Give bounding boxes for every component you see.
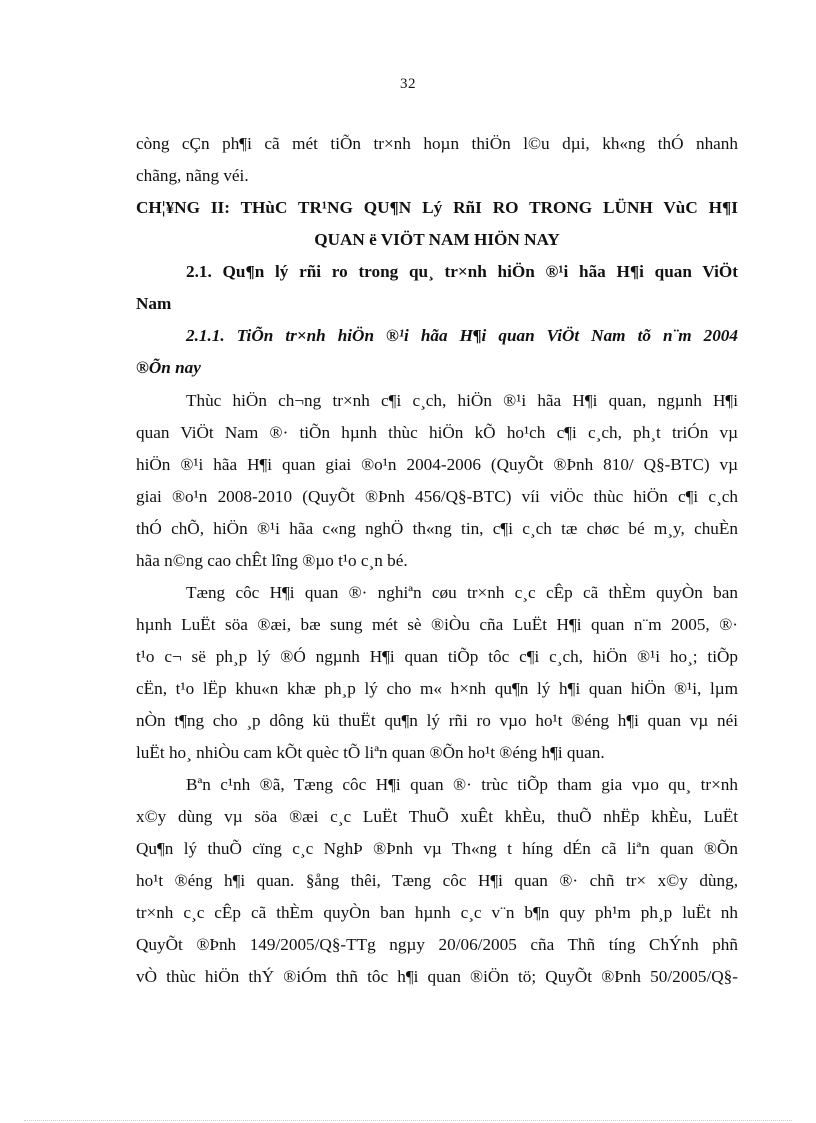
body-line: hãa n©ng cao chÊt lîng ®µo t¹o c¸n bé. [136, 551, 408, 570]
body-line: hµnh LuËt söa ®æi, bæ sung mét sè ®iÒu cña LuËt H¶i quan n¨m 2005, ®· [136, 615, 738, 634]
body-line: giai ®o¹n 2008-2010 (QuyÕt ®Þnh 456/Q§-BTC) víi viÖc thùc hiÖn c¶i c¸ch [136, 487, 738, 506]
chapter-title: CH¦¥NG II: THùC TR¹NG QU¶N Lý RñI RO TRONG LÜNH VùC H¶I [136, 198, 738, 217]
body-line: luËt ho¸ nhiÒu cam kÕt quèc tÕ liªn quan ®Õn ho¹t ®éng h¶i quan. [136, 743, 605, 762]
body-line: t¹o c¬ së ph¸p lý ®Ó ngµnh H¶i quan tiÕp tôc c¶i c¸ch, hiÖn ®¹i ho¸; tiÕp [136, 647, 738, 666]
body-line: nÒn t¶ng cho ¸p dông kü thuËt qu¶n lý rñi ro vµo ho¹t ®éng h¶i quan vµ néi [136, 711, 738, 730]
page-number: 32 [400, 76, 416, 92]
body-line: QuyÕt ®Þnh 149/2005/Q§-TTg ngµy 20/06/2005 cña Thñ tíng ChÝnh phñ [136, 935, 738, 954]
body-line: ho¹t ®éng h¶i quan. §ång thêi, Tæng côc H¶i quan ®· chñ tr× x©y dùng, [136, 871, 738, 890]
body-line: tr×nh c¸c cÊp cã thÈm quyÒn ban hµnh c¸c v¨n b¶n quy ph¹m ph¸p luËt nh [136, 903, 738, 922]
body-line: quan ViÖt Nam ®· tiÕn hµnh thùc hiÖn kÕ ho¹ch c¶i c¸ch, ph¸t triÓn vµ [136, 423, 738, 442]
body-line: Bªn c¹nh ®ã, Tæng côc H¶i quan ®· trùc tiÕp tham gia vµo qu¸ tr×nh [186, 775, 738, 794]
subsection-heading: ®Õn nay [136, 358, 201, 377]
section-heading: 2.1. Qu¶n lý rñi ro trong qu¸ tr×nh hiÖn ®¹i hãa H¶i quan ViÖt [186, 262, 738, 281]
body-line: hiÖn ®¹i hãa H¶i quan giai ®o¹n 2004-2006 (QuyÕt ®Þnh 810/ Q§-BTC) vµ [136, 455, 738, 474]
body-line: Thùc hiÖn ch¬ng tr×nh c¶i c¸ch, hiÖn ®¹i hãa H¶i quan, ngµnh H¶i [186, 391, 738, 410]
body-line: vÒ thùc hiÖn thÝ ®iÓm thñ tôc h¶i quan ®iÖn tö; QuyÕt ®Þnh 50/2005/Q§- [136, 967, 738, 986]
body-line: cËn, t¹o lËp khu«n khæ ph¸p lý cho m« h×nh qu¶n lý h¶i quan hiÖn ®¹i, lµm [136, 679, 738, 698]
body-line: Tæng côc H¶i quan ®· nghiªn cøu tr×nh c¸c cÊp cã thÈm quyÒn ban [186, 583, 738, 602]
body-line: còng cÇn ph¶i cã mét tiÕn tr×nh hoµn thiÖn l©u dµi, kh«ng thÓ nhanh [136, 134, 738, 153]
page-bottom-rule [24, 1120, 792, 1121]
body-line: x©y dùng vµ söa ®æi c¸c LuËt ThuÕ xuÊt khÈu, thuÕ nhËp khÈu, LuËt [136, 807, 738, 826]
body-line: thÓ chÕ, hiÖn ®¹i hãa c«ng nghÖ th«ng tin, c¶i c¸ch tæ chøc bé m¸y, chuÈn [136, 519, 738, 538]
body-line: chãng, nãng véi. [136, 166, 249, 185]
body-line: Qu¶n lý thuÕ cïng c¸c NghÞ ®Þnh vµ Th«ng t híng dÉn cã liªn quan ®Õn [136, 839, 738, 858]
chapter-title: QUAN ë VIÖT NAM HIÖN NAY [314, 230, 560, 249]
section-heading: Nam [136, 294, 172, 313]
subsection-heading: 2.1.1. TiÕn tr×nh hiÖn ®¹i hãa H¶i quan ViÖt Nam tõ n¨m 2004 [186, 326, 738, 345]
